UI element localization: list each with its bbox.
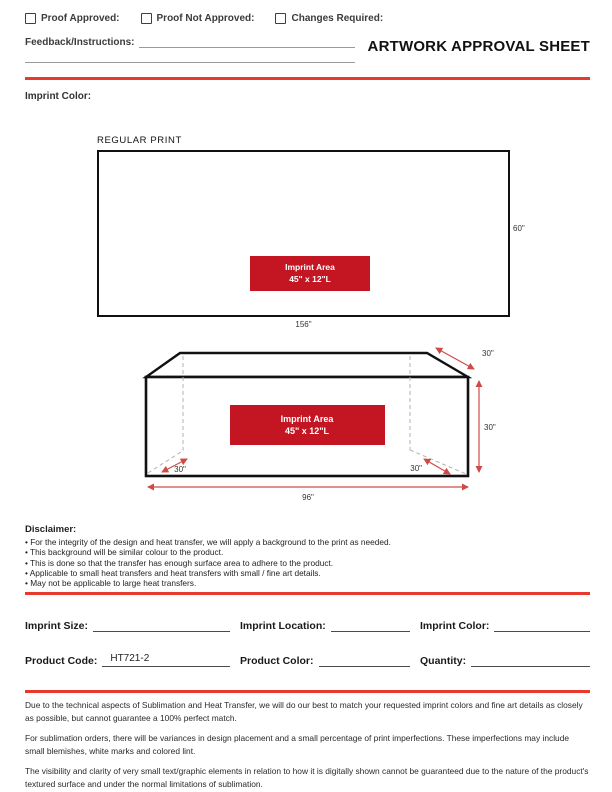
imprint-location-label: Imprint Location: <box>240 620 326 632</box>
product-code-label: Product Code: <box>25 655 98 667</box>
imprint-size-input-line[interactable] <box>93 614 230 632</box>
quantity-input-line[interactable] <box>471 649 590 667</box>
regular-print-heading: REGULAR PRINT <box>97 135 182 146</box>
field-imprint-color <box>420 614 590 632</box>
disclaimer-bullet: • This is done so that the transfer has enough surface area to adhere to the product. <box>25 557 334 568</box>
table-imprint-area-title: Imprint Area <box>280 414 334 424</box>
regular-print-height-dim: 60" <box>513 224 525 233</box>
imprint-color-input-line[interactable] <box>494 614 590 632</box>
proof-not-approved-option <box>141 13 255 24</box>
disclaimer-section <box>25 524 587 589</box>
field-quantity <box>420 649 590 667</box>
imprint-area-size: 45" x 12"L <box>289 273 331 284</box>
form-divider <box>25 690 590 693</box>
disclaimer-divider <box>25 592 590 595</box>
proof-approved-checkbox[interactable] <box>25 13 36 24</box>
feedback-write-line-2[interactable] <box>25 51 355 63</box>
disclaimer-bullet: • May not be applicable to large heat transfers. <box>25 578 197 589</box>
disclaimer-bullet: • For the integrity of the design and heat transfer, we will apply a background to the print as needed. <box>25 537 391 547</box>
width-dim: 96" <box>302 493 314 502</box>
table-top-face <box>146 353 468 377</box>
field-imprint-size <box>25 614 230 632</box>
field-imprint-location <box>240 614 410 632</box>
side-height-dim: 30" <box>484 423 496 432</box>
product-code-input-line[interactable] <box>102 649 230 667</box>
quantity-label: Quantity: <box>420 655 467 667</box>
field-product-code <box>25 649 230 667</box>
proof-status-row <box>25 13 383 24</box>
regular-print-outline <box>97 150 510 317</box>
proof-approved-label: Proof Approved: <box>41 13 120 24</box>
proof-not-approved-label: Proof Not Approved: <box>156 13 255 24</box>
footer-paragraph: Due to the technical aspects of Sublimation and Heat Transfer, we will do our best to match your requested imprint colors and fine art details as closely as possible, but cannot guarantee a 100% perfect match. <box>25 700 583 723</box>
header-divider <box>25 77 590 80</box>
product-color-label: Product Color: <box>240 655 314 667</box>
feedback-write-line-1[interactable] <box>139 36 355 48</box>
page-title: ARTWORK APPROVAL SHEET <box>367 38 590 55</box>
imprint-size-label: Imprint Size: <box>25 620 89 632</box>
right-depth-dim: 30" <box>410 464 422 473</box>
changes-required-checkbox[interactable] <box>275 13 286 24</box>
proof-approved-option <box>25 13 120 24</box>
disclaimer-heading: Disclaimer: <box>25 524 77 535</box>
changes-required-option <box>275 13 383 24</box>
left-depth-dim: 30" <box>174 465 186 474</box>
table-imprint-area <box>230 405 385 445</box>
feedback-row <box>25 36 355 48</box>
footer-notes <box>25 699 589 792</box>
feedback-label: Feedback/Instructions: <box>25 37 135 48</box>
proof-not-approved-checkbox[interactable] <box>141 13 152 24</box>
imprint-color-heading: Imprint Color: <box>25 91 92 102</box>
imprint-location-input-line[interactable] <box>331 614 410 632</box>
disclaimer-bullet: • Applicable to small heat transfers and heat transfers with small / fine art details. <box>25 568 321 579</box>
imprint-area-title: Imprint Area <box>285 262 335 273</box>
field-product-color <box>240 649 410 667</box>
imprint-color-label: Imprint Color: <box>420 620 490 632</box>
top-depth-dim: 30" <box>482 349 494 358</box>
disclaimer-bullet: • This background will be similar colour to the product. <box>25 547 224 558</box>
regular-print-imprint-area <box>250 256 370 291</box>
product-color-input-line[interactable] <box>319 649 411 667</box>
product-code-value: HT721-2 <box>110 653 150 664</box>
changes-required-label: Changes Required: <box>291 13 384 24</box>
regular-print-width-dim: 156" <box>295 320 312 329</box>
table-cover-diagram <box>130 340 510 510</box>
footer-paragraph: The visibility and clarity of very small text/graphic elements in relation to how it is digitally shown cannot be guaranteed due to the nature of the product's textured surface and under the normal limitations of sublimation. <box>25 766 589 790</box>
footer-paragraph: For sublimation orders, there will be variances in design placement and a small percentage of print imperfections. These imperfections may include small blemishes, white marks and colored lint. <box>25 733 570 756</box>
table-imprint-area-size: 45" x 12"L <box>284 426 330 436</box>
